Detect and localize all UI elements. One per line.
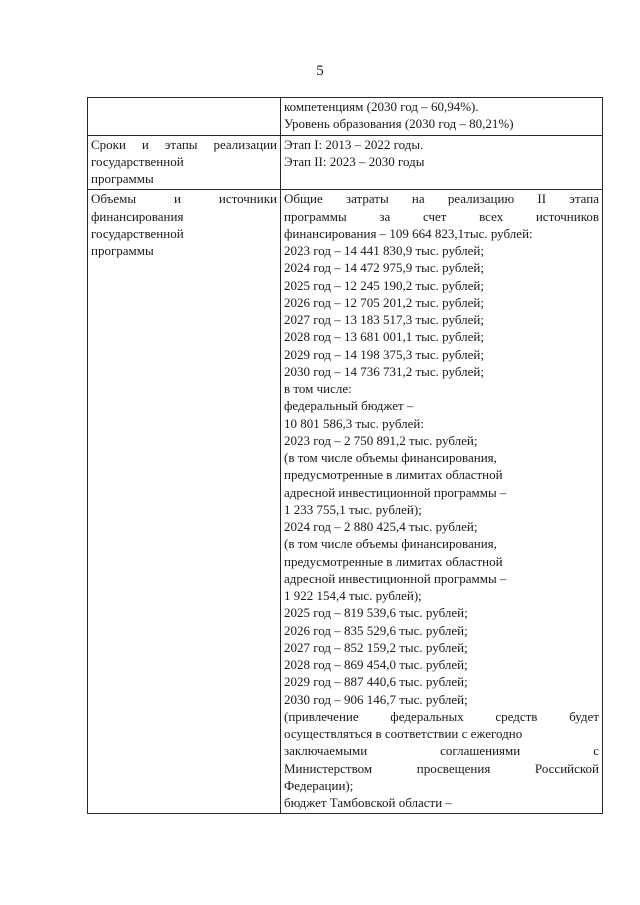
value-line: 2030 год – 906 146,7 тыс. рублей;	[284, 691, 468, 707]
row-value-cell	[281, 98, 603, 136]
value-line: предусмотренные в лимитах областной	[284, 553, 503, 569]
row-value-cell	[281, 190, 603, 814]
value-line: 10 801 586,3 тыс. рублей:	[284, 415, 424, 431]
value-line: 2027 год – 852 159,2 тыс. рублей;	[284, 639, 468, 655]
value-line: Общие затраты на реализацию II этапа	[284, 191, 599, 207]
value-line: (в том числе объемы финансирования,	[284, 450, 497, 465]
value-line: 2029 год – 14 198 375,3 тыс. рублей;	[284, 346, 484, 362]
value-line: 2030 год – 14 736 731,2 тыс. рублей;	[284, 363, 484, 379]
value-line: Уровень образования (2030 год – 80,21%)	[284, 116, 514, 132]
label-line: программы	[91, 243, 154, 258]
value-line: 2026 год – 835 529,6 тыс. рублей;	[284, 622, 468, 638]
value-line: (привлечение федеральных средств будет	[284, 708, 599, 724]
table-row	[88, 98, 603, 136]
value-line: 2023 год – 2 750 891,2 тыс. рублей;	[284, 432, 478, 448]
label-line: Объемы и источники	[91, 191, 277, 207]
value-line: (в том числе объемы финансирования,	[284, 536, 497, 552]
table-row	[88, 190, 603, 814]
value-line: Министерством просвещения Российской	[284, 760, 599, 776]
label-line: Сроки и этапы реализации	[91, 136, 277, 152]
value-line: 1 233 755,1 тыс. рублей);	[284, 501, 422, 517]
value-line: адресной инвестиционной программы –	[284, 484, 507, 500]
value-line: предусмотренные в лимитах областной	[284, 467, 503, 483]
value-line: компетенциям (2030 год – 60,94%).	[284, 99, 479, 114]
page-number: 5	[316, 63, 324, 79]
value-line: заключаемыми соглашениями с	[284, 743, 599, 759]
row-label-cell	[88, 98, 281, 136]
value-line: Этап I: 2013 – 2022 годы.	[284, 136, 424, 152]
value-line: в том числе:	[284, 381, 352, 396]
label-line: программы	[91, 171, 154, 186]
value-line: 2025 год – 12 245 190,2 тыс. рублей;	[284, 277, 484, 293]
value-line: 2023 год – 14 441 830,9 тыс. рублей;	[284, 243, 484, 258]
value-line: Федерации);	[284, 777, 354, 793]
label-line: государственной	[91, 225, 184, 241]
row-label-cell	[88, 135, 281, 190]
value-line: осуществляться в соответствии с ежегодно	[284, 726, 523, 741]
value-line: 2026 год – 12 705 201,2 тыс. рублей;	[284, 294, 484, 310]
value-line: 2028 год – 869 454,0 тыс. рублей;	[284, 657, 468, 672]
label-line: государственной	[91, 153, 184, 169]
value-line: 2027 год – 13 183 517,3 тыс. рублей;	[284, 312, 484, 327]
value-line: 2025 год – 819 539,6 тыс. рублей;	[284, 605, 468, 621]
value-line: 2024 год – 2 880 425,4 тыс. рублей;	[284, 519, 478, 534]
value-line: бюджет Тамбовской области –	[284, 795, 452, 810]
value-line: программы за счет всех источников	[284, 208, 599, 224]
value-line: финансирования – 109 664 823,1тыс. рублей:	[284, 225, 533, 241]
value-line: адресной инвестиционной программы –	[284, 570, 507, 586]
program-passport-table	[87, 97, 603, 814]
row-value-cell	[281, 135, 603, 190]
value-line: 2024 год – 14 472 975,9 тыс. рублей;	[284, 260, 484, 276]
value-line: 1 922 154,4 тыс. рублей);	[284, 588, 422, 603]
value-line: 2029 год – 887 440,6 тыс. рублей;	[284, 674, 468, 690]
label-line: финансирования	[91, 208, 184, 224]
value-line: 2028 год – 13 681 001,1 тыс. рублей;	[284, 329, 484, 345]
table-row	[88, 135, 603, 190]
value-line: федеральный бюджет –	[284, 398, 414, 414]
row-label-cell	[88, 190, 281, 814]
value-line: Этап II: 2023 – 2030 годы	[284, 153, 425, 169]
